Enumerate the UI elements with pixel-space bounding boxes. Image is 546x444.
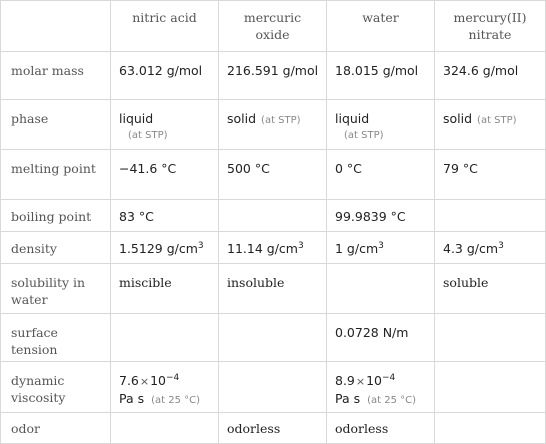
table-cell: 500 °C: [219, 150, 327, 200]
table-cell: [435, 100, 546, 150]
table-row: [1, 362, 546, 413]
phase-value: solid: [443, 111, 473, 126]
times-sign: ×: [355, 375, 366, 388]
density-exponent: 3: [297, 240, 304, 251]
table-cell: odorless: [327, 413, 435, 444]
phase-value: solid: [227, 111, 257, 126]
phase-condition-note: (at STP): [344, 130, 384, 141]
viscosity-exponent: −4: [166, 372, 180, 383]
phase-value: liquid: [119, 111, 154, 126]
viscosity-exponent: −4: [382, 372, 396, 383]
phase-value: liquid: [335, 111, 370, 126]
column-header-label: mercuric oxide: [243, 10, 302, 42]
table-cell: [219, 232, 327, 264]
table-row: [1, 150, 546, 200]
table-cell: odorless: [219, 413, 327, 444]
table-cell: [219, 200, 327, 232]
row-label: melting point: [1, 150, 111, 200]
table-cell: 0.0728 N/m: [327, 314, 435, 362]
table-cell: [435, 362, 546, 413]
table-cell: [435, 232, 546, 264]
table-cell: [111, 232, 219, 264]
corner-cell: [1, 1, 111, 52]
viscosity-mantissa: 7.6: [119, 373, 139, 388]
table-cell: 18.015 g/mol: [327, 52, 435, 100]
column-header: water: [327, 1, 435, 52]
density-exponent: 3: [378, 240, 384, 251]
table-row: [1, 200, 546, 232]
table-cell: miscible: [111, 264, 219, 314]
viscosity-base: 10: [150, 373, 167, 388]
viscosity-condition-note: (at 25 °C): [367, 395, 417, 406]
table-cell: [111, 413, 219, 444]
table-cell: [327, 232, 435, 264]
viscosity-value: [335, 372, 430, 390]
table-cell: [219, 100, 327, 150]
table-cell: [435, 413, 546, 444]
table-cell: [111, 314, 219, 362]
column-header: nitric acid: [111, 1, 219, 52]
table-cell: 83 °C: [111, 200, 219, 232]
column-header: [435, 1, 546, 52]
row-label: solubility in water: [1, 264, 111, 314]
table-cell: [435, 314, 546, 362]
row-label: phase: [1, 100, 111, 150]
row-label: surface tension: [1, 314, 111, 362]
row-label: molar mass: [1, 52, 111, 100]
table-row: [1, 52, 546, 100]
table-cell: [219, 314, 327, 362]
table-cell: 63.012 g/mol: [111, 52, 219, 100]
density-value: 1 g/cm: [335, 241, 379, 256]
table-cell: soluble: [435, 264, 546, 314]
table-cell: 79 °C: [435, 150, 546, 200]
phase-condition-note: (at STP): [261, 115, 301, 126]
table-cell: 0 °C: [327, 150, 435, 200]
table-cell: [327, 362, 435, 413]
table-cell: [435, 200, 546, 232]
density-value: 11.14 g/cm: [227, 241, 298, 256]
table-cell: 216.591 g/mol: [219, 52, 327, 100]
table-cell: insoluble: [219, 264, 327, 314]
viscosity-unit: Pa s: [335, 391, 361, 406]
row-label: odor: [1, 413, 111, 444]
phase-condition-note: (at STP): [477, 115, 517, 126]
viscosity-value: [119, 372, 214, 390]
phase-condition-note: (at STP): [128, 130, 168, 141]
density-value: 1.5129 g/cm: [119, 241, 198, 256]
row-label: boiling point: [1, 200, 111, 232]
density-value: 4.3 g/cm: [443, 241, 499, 256]
table-row: [1, 314, 546, 362]
header-row: [1, 1, 546, 52]
table-row: [1, 264, 546, 314]
table-row: [1, 100, 546, 150]
column-header: [219, 1, 327, 52]
table-row: [1, 413, 546, 444]
table-cell: [111, 100, 219, 150]
table-cell: [111, 362, 219, 413]
row-label: dynamic viscosity: [1, 362, 111, 413]
viscosity-mantissa: 8.9: [335, 373, 355, 388]
row-label: density: [1, 232, 111, 264]
viscosity-base: 10: [366, 373, 383, 388]
table-cell: [219, 362, 327, 413]
viscosity-unit: Pa s: [119, 391, 145, 406]
table-cell: [327, 264, 435, 314]
table-row: [1, 232, 546, 264]
density-exponent: 3: [498, 240, 504, 251]
table-cell: 99.9839 °C: [327, 200, 435, 232]
column-header-label: mercury(II) nitrate: [453, 10, 527, 42]
table-cell: −41.6 °C: [111, 150, 219, 200]
table-cell: 324.6 g/mol: [435, 52, 546, 100]
table-cell: [327, 100, 435, 150]
viscosity-condition-note: (at 25 °C): [151, 395, 201, 406]
density-exponent: 3: [197, 240, 204, 251]
times-sign: ×: [139, 375, 150, 388]
